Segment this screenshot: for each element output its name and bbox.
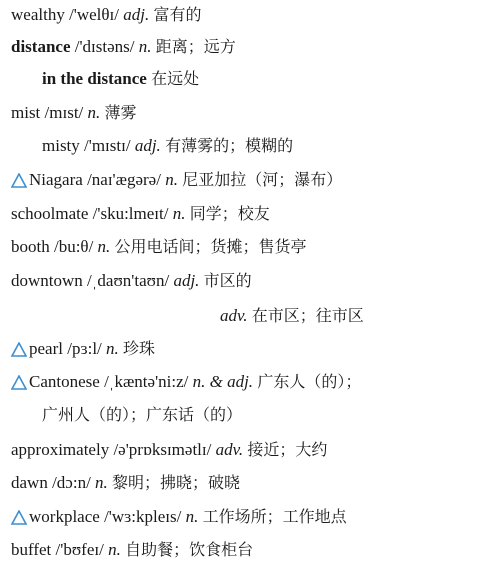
- meaning: 广东人（的）；: [257, 372, 362, 391]
- headword: Niagara: [29, 170, 83, 189]
- part-of-speech: n.: [95, 473, 108, 492]
- headword: downtown: [11, 271, 83, 290]
- pronunciation: /'mɪstɪ/: [84, 136, 131, 155]
- entry-downtown-adv: [0, 301, 477, 331]
- part-of-speech: n.: [165, 170, 178, 189]
- part-of-speech: n.: [108, 540, 121, 559]
- part-of-speech: n.: [185, 507, 199, 526]
- entry-schoolmate: [0, 199, 477, 229]
- entry-approximately: [0, 435, 477, 465]
- pronunciation: /ˌkæntə'ni:z/: [104, 372, 189, 391]
- headword: workplace: [29, 507, 100, 526]
- meaning: 尼亚加拉（河；瀑布）: [182, 170, 343, 189]
- meaning: 广州人（的）；广东话（的）: [42, 405, 243, 424]
- entry-booth: [0, 232, 477, 262]
- triangle-icon: [11, 375, 27, 390]
- entry-workplace: [0, 502, 477, 532]
- entry-cantonese-cont: [0, 400, 477, 430]
- entry-pearl: [0, 334, 477, 364]
- part-of-speech: adv.: [220, 306, 248, 325]
- pronunciation: /dɔ:n/: [52, 473, 91, 492]
- meaning: 接近；大约: [247, 440, 328, 459]
- part-of-speech: adj.: [123, 5, 150, 24]
- meaning: 在远处: [151, 69, 200, 88]
- entry-wealthy: [0, 0, 477, 30]
- meaning: 距离；远方: [155, 37, 236, 56]
- pronunciation: /'welθɪ/: [69, 5, 119, 24]
- pronunciation: /ə'prɒksɪmətlɪ/: [113, 440, 212, 459]
- meaning: 珍珠: [123, 339, 156, 358]
- entry-distance: [0, 32, 477, 62]
- pronunciation: /bu:θ/: [53, 237, 94, 256]
- meaning: 在市区；往市区: [251, 306, 364, 325]
- headword: booth: [11, 237, 50, 256]
- headword: dawn: [11, 473, 48, 492]
- headword: distance: [11, 37, 71, 56]
- meaning: 同学；校友: [189, 204, 270, 223]
- part-of-speech: n.: [138, 37, 152, 56]
- part-of-speech: n.: [87, 103, 101, 122]
- entry-misty: [0, 131, 477, 161]
- pronunciation: /'sku:lmeɪt/: [92, 204, 169, 223]
- meaning: 黎明；拂晓；破晓: [112, 473, 241, 492]
- headword: mist: [11, 103, 41, 122]
- entry-in-the-distance: [0, 64, 477, 94]
- entry-niagara: [0, 165, 477, 195]
- entry-cantonese: [0, 367, 477, 397]
- meaning: 公用电话间；货摊；售货亭: [114, 237, 307, 256]
- triangle-icon: [11, 342, 27, 357]
- meaning: 自助餐；饮食柜台: [125, 540, 254, 559]
- meaning: 市区的: [203, 271, 252, 290]
- headword: wealthy: [11, 5, 65, 24]
- entry-downtown: [0, 266, 477, 296]
- headword: misty: [42, 136, 80, 155]
- headword: approximately: [11, 440, 110, 459]
- meaning: 富有的: [153, 5, 202, 24]
- part-of-speech: n.: [172, 204, 186, 223]
- part-of-speech: adj.: [173, 271, 200, 290]
- pronunciation: /mɪst/: [44, 103, 84, 122]
- part-of-speech: n.: [97, 237, 111, 256]
- entry-dawn: [0, 468, 477, 498]
- headword: schoolmate: [11, 204, 89, 223]
- part-of-speech: n.: [106, 339, 119, 358]
- phrase: in the distance: [42, 69, 147, 88]
- entry-mist: [0, 98, 477, 128]
- part-of-speech: n. & adj.: [192, 372, 254, 391]
- headword: pearl: [29, 339, 63, 358]
- meaning: 工作场所；工作地点: [202, 507, 347, 526]
- pronunciation: /pɜ:l/: [67, 339, 102, 358]
- meaning: 薄雾: [104, 103, 137, 122]
- headword: buffet: [11, 540, 52, 559]
- headword: Cantonese: [29, 372, 100, 391]
- part-of-speech: adj.: [134, 136, 161, 155]
- triangle-icon: [11, 173, 27, 188]
- pronunciation: /'dɪstəns/: [74, 37, 135, 56]
- pronunciation: /naɪ'ægərə/: [87, 170, 161, 189]
- triangle-icon: [11, 510, 27, 525]
- entry-buffet: [0, 535, 477, 565]
- pronunciation: /ˌdaʊn'taʊn/: [87, 271, 170, 290]
- pronunciation: /'wɜ:kpleɪs/: [104, 507, 182, 526]
- part-of-speech: adv.: [215, 440, 244, 459]
- meaning: 有薄雾的；模糊的: [165, 136, 294, 155]
- pronunciation: /'bʊfeɪ/: [55, 540, 104, 559]
